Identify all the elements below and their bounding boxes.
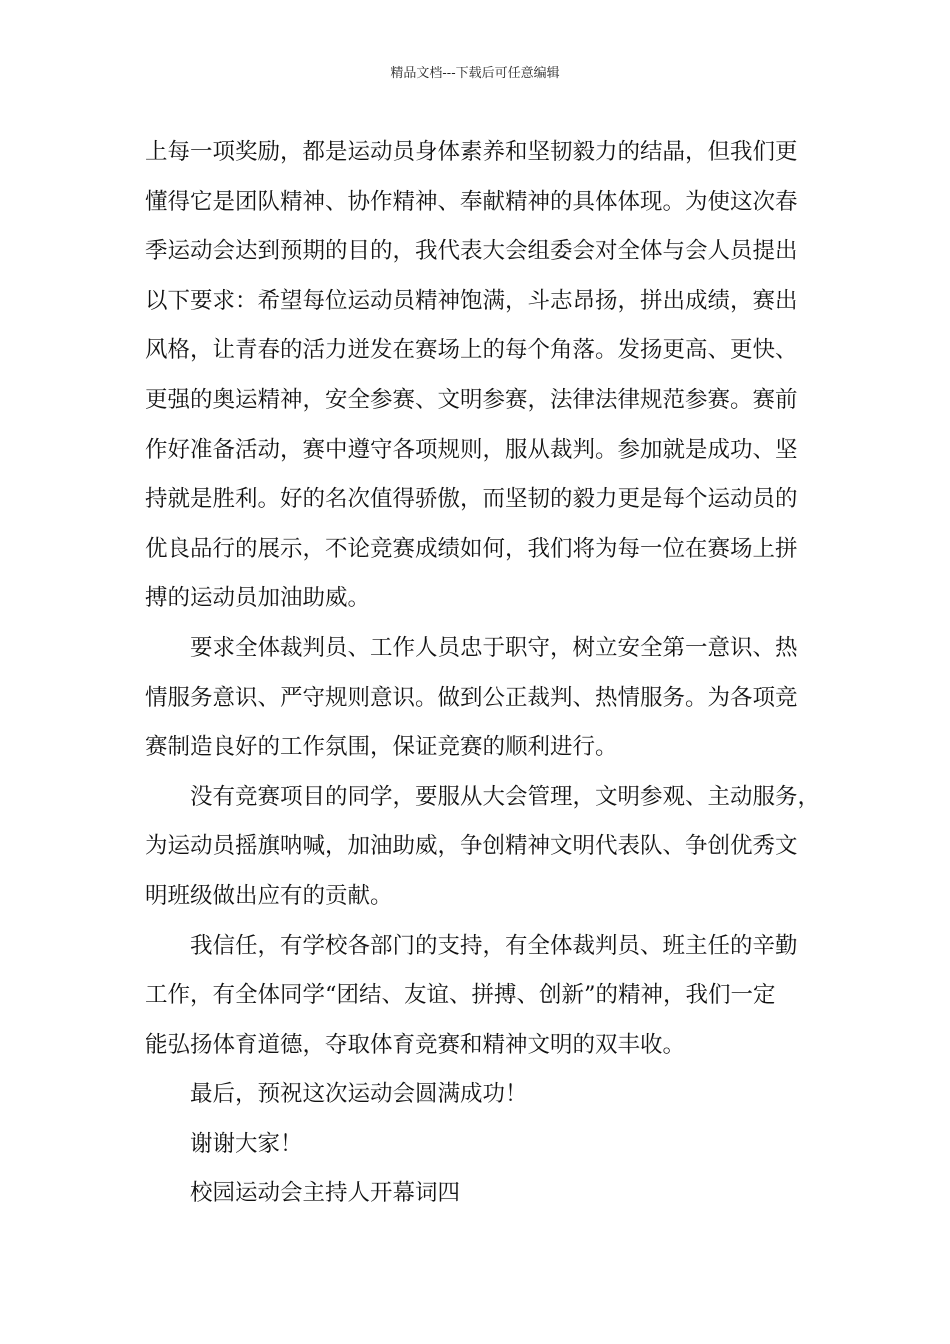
text-line: 校园运动会主持人开幕词四 — [190, 1180, 461, 1207]
text-line: 没有竞赛项目的同学，要服从大会管理，文明参观、主动服务， — [190, 783, 821, 810]
page-header: 精品文档---下载后可任意编辑 — [390, 66, 560, 81]
text-line: 明班级做出应有的贡献。 — [145, 882, 393, 909]
text-line: 搏的运动员加油助威。 — [145, 585, 371, 612]
text-line: 优良品行的展示，不论竞赛成绩如何，我们将为每一位在赛场上拼 — [145, 535, 798, 562]
text-line: 风格，让青春的活力迸发在赛场上的每个角落。发扬更高、更快、 — [145, 337, 798, 364]
text-line: 赛制造良好的工作氛围，保证竞赛的顺利进行。 — [145, 734, 618, 761]
text-line: 为运动员摇旗呐喊，加油助威，争创精神文明代表队、争创优秀文 — [145, 833, 798, 860]
text-line: 我信任，有学校各部门的支持，有全体裁判员、班主任的辛勤 — [190, 932, 798, 959]
text-line: 要求全体裁判员、工作人员忠于职守，树立安全第一意识、热 — [190, 634, 798, 661]
text-line: 上每一项奖励，都是运动员身体素养和坚韧毅力的结晶，但我们更 — [145, 139, 798, 165]
text-line: 以下要求：希望每位运动员精神饱满，斗志昂扬，拼出成绩，赛出 — [145, 287, 798, 314]
text-line: 情服务意识、严守规则意识。做到公正裁判、热情服务。为各项竞 — [145, 684, 798, 711]
body-text — [145, 128, 835, 1219]
text-line: 能弘扬体育道德，夺取体育竞赛和精神文明的双丰收。 — [145, 1031, 686, 1058]
text-line: 懂得它是团队精神、协作精神、奉献精神的具体体现。为使这次春 — [145, 188, 798, 215]
text-line: 工作，有全体同学“团结、友谊、拼搏、创新”的精神，我们一定 — [145, 982, 776, 1009]
text-line: 更强的奥运精神，安全参赛、文明参赛，法律法律规范参赛。赛前 — [145, 386, 798, 413]
text-line: 最后，预祝这次运动会圆满成功！ — [190, 1081, 528, 1108]
text-line: 谢谢大家！ — [190, 1130, 303, 1157]
text-line: 作好准备活动，赛中遵守各项规则，服从裁判。参加就是成功、坚 — [145, 436, 798, 463]
text-line: 持就是胜利。好的名次值得骄傲，而坚韧的毅力更是每个运动员的 — [145, 486, 798, 513]
text-line: 季运动会达到预期的目的，我代表大会组委会对全体与会人员提出 — [145, 238, 798, 265]
